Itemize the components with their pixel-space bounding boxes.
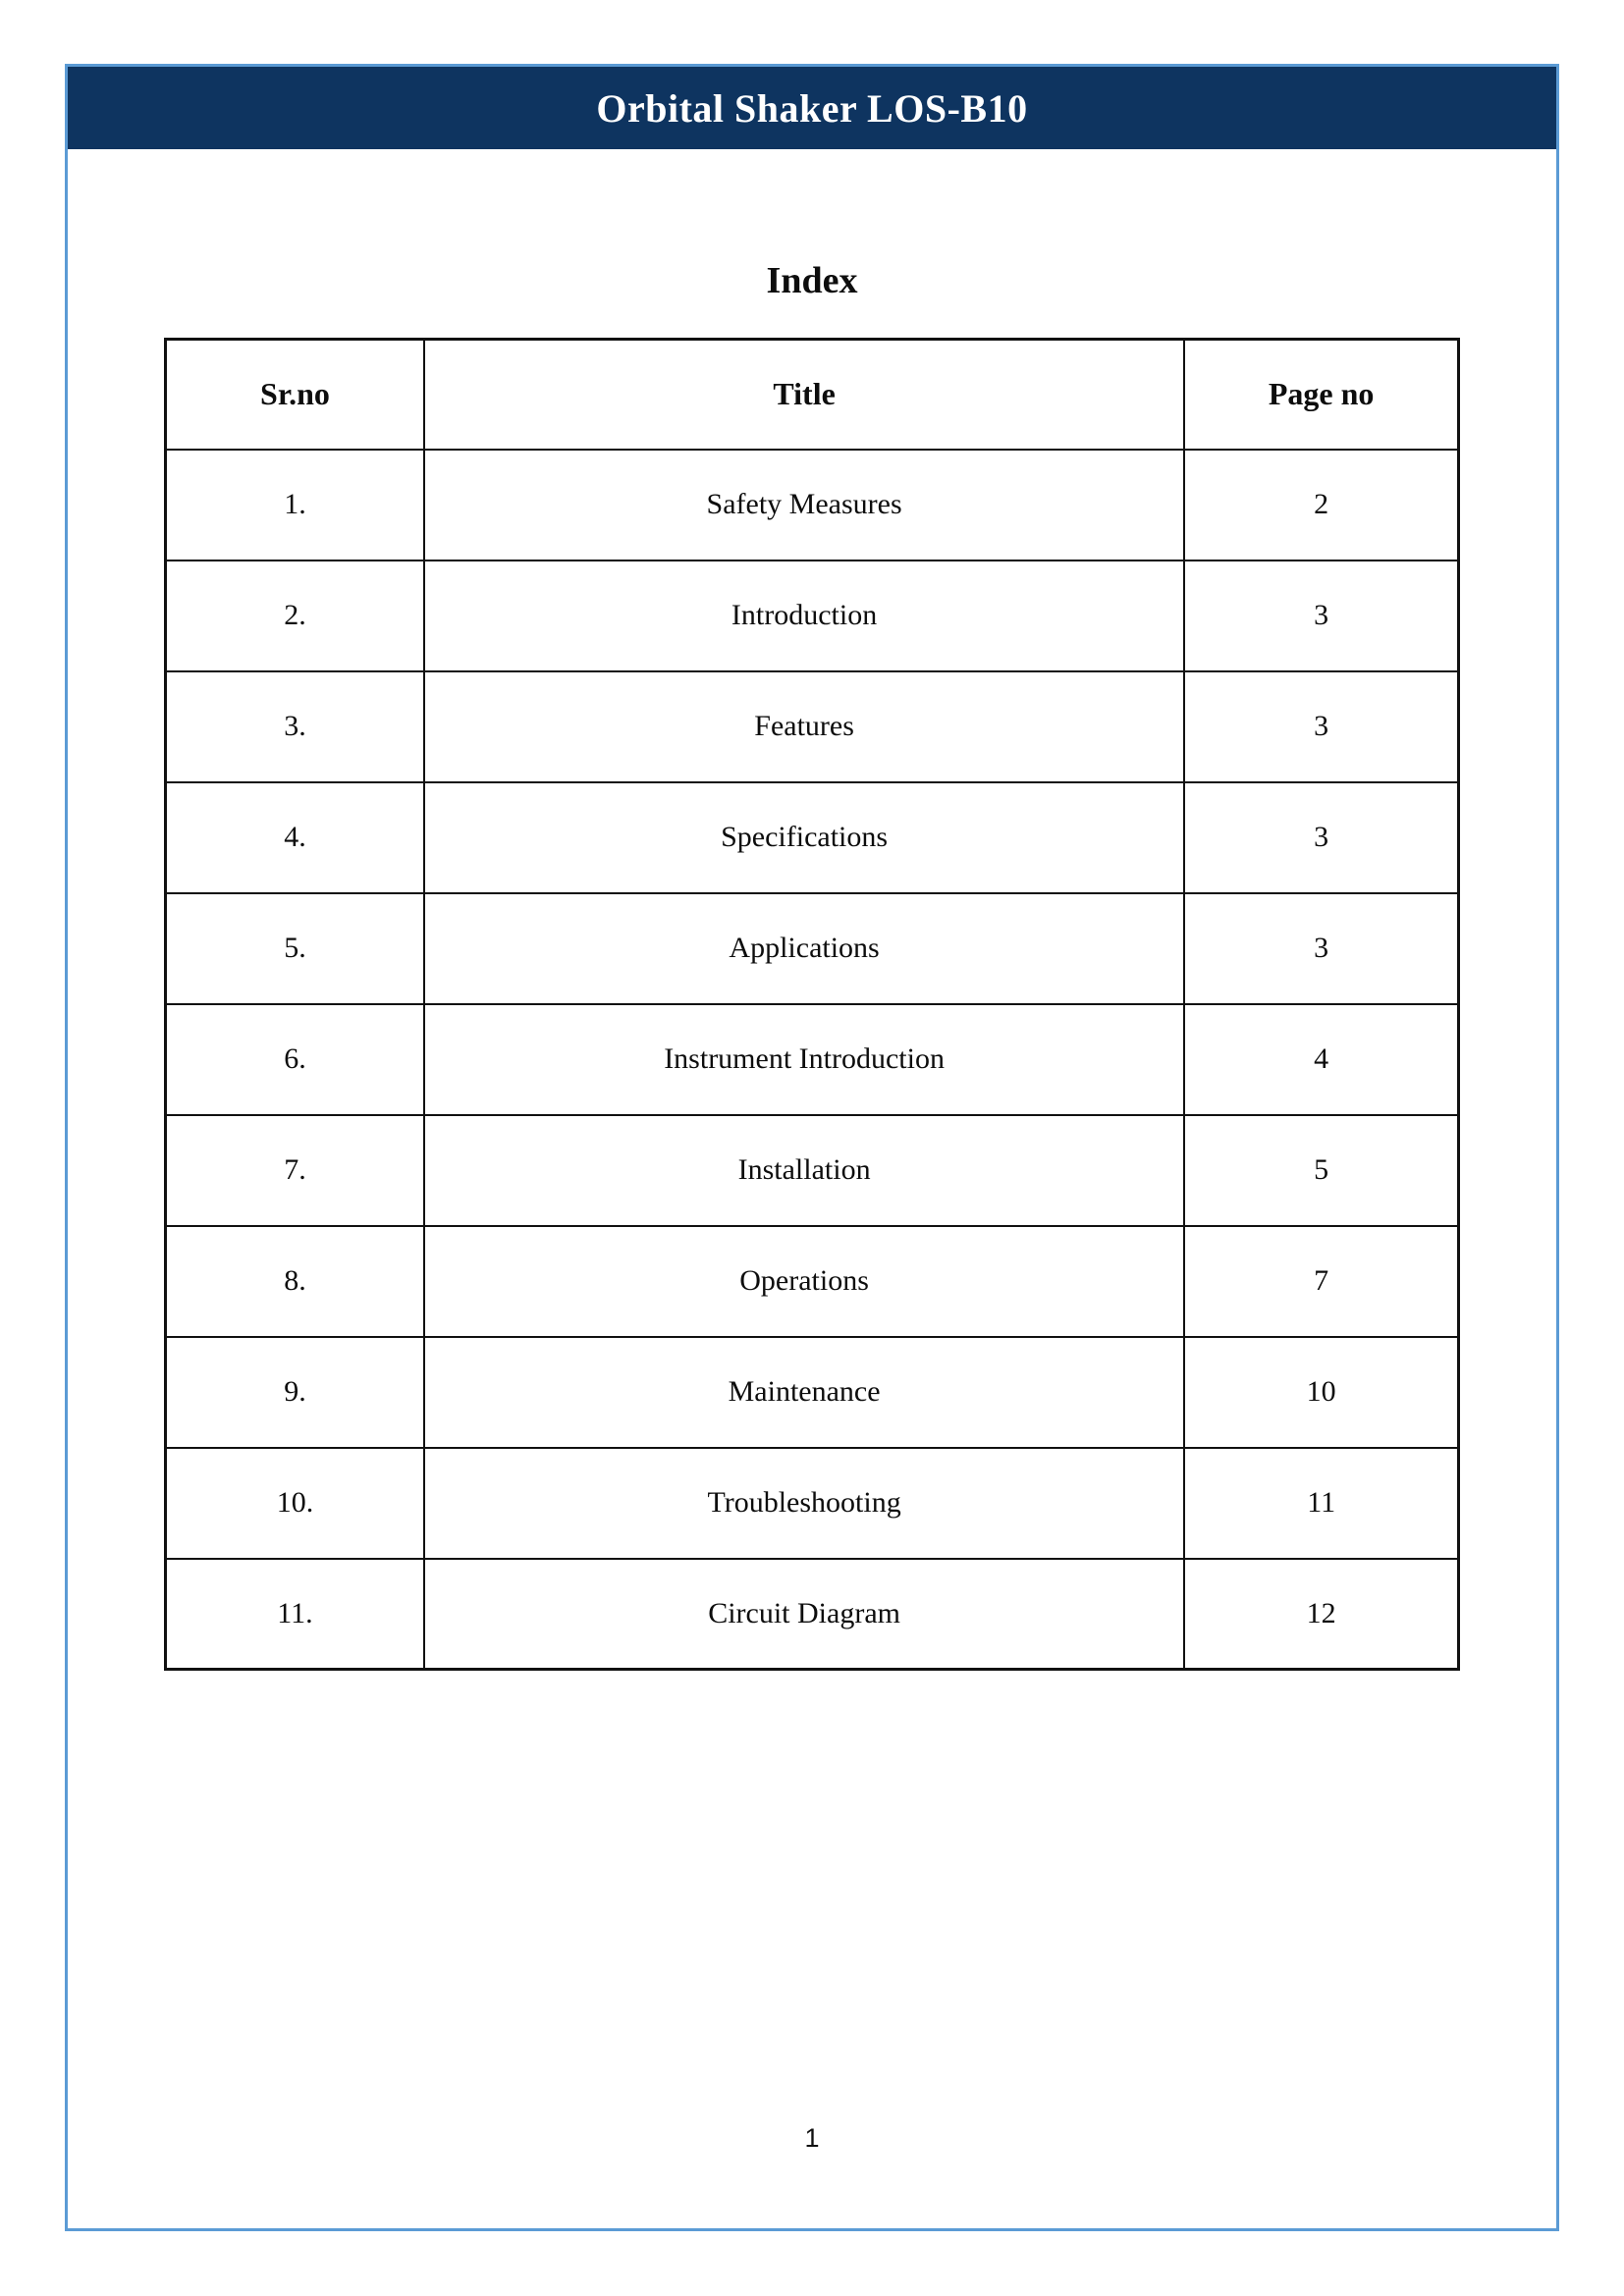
- cell-title: Applications: [424, 893, 1184, 1004]
- cell-srno: 3.: [166, 671, 424, 782]
- cell-title: Introduction: [424, 561, 1184, 671]
- cell-pageno: 11: [1184, 1448, 1458, 1559]
- cell-pageno: 3: [1184, 671, 1458, 782]
- index-heading: Index: [766, 260, 858, 301]
- cell-title: Instrument Introduction: [424, 1004, 1184, 1115]
- table-row: [166, 1115, 1459, 1226]
- cell-pageno: 4: [1184, 1004, 1458, 1115]
- column-header-srno: Sr.no: [166, 340, 424, 450]
- document-title: Orbital Shaker LOS-B10: [596, 85, 1028, 131]
- cell-title: Maintenance: [424, 1337, 1184, 1448]
- table-header-row: [166, 340, 1459, 450]
- table-row: [166, 1226, 1459, 1337]
- cell-pageno: 12: [1184, 1559, 1458, 1670]
- column-header-title: Title: [424, 340, 1184, 450]
- table-row: [166, 1337, 1459, 1448]
- cell-pageno: 3: [1184, 782, 1458, 893]
- cell-title: Features: [424, 671, 1184, 782]
- cell-title: Safety Measures: [424, 450, 1184, 561]
- cell-srno: 7.: [166, 1115, 424, 1226]
- cell-pageno: 7: [1184, 1226, 1458, 1337]
- header-bar: [68, 67, 1556, 149]
- footer-page-number: 1: [804, 2123, 820, 2153]
- cell-pageno: 5: [1184, 1115, 1458, 1226]
- table-row: [166, 1559, 1459, 1670]
- cell-title: Troubleshooting: [424, 1448, 1184, 1559]
- cell-pageno: 10: [1184, 1337, 1458, 1448]
- table-row: [166, 561, 1459, 671]
- cell-srno: 8.: [166, 1226, 424, 1337]
- cell-title: Operations: [424, 1226, 1184, 1337]
- table-row: [166, 450, 1459, 561]
- cell-title: Circuit Diagram: [424, 1559, 1184, 1670]
- table-row: [166, 1004, 1459, 1115]
- table-row: [166, 1448, 1459, 1559]
- table-row: [166, 782, 1459, 893]
- cell-srno: 2.: [166, 561, 424, 671]
- cell-srno: 9.: [166, 1337, 424, 1448]
- cell-srno: 4.: [166, 782, 424, 893]
- table-of-contents: [164, 338, 1460, 1671]
- cell-pageno: 3: [1184, 561, 1458, 671]
- cell-pageno: 2: [1184, 450, 1458, 561]
- cell-srno: 1.: [166, 450, 424, 561]
- cell-srno: 11.: [166, 1559, 424, 1670]
- table-row: [166, 893, 1459, 1004]
- table-row: [166, 671, 1459, 782]
- column-header-pageno: Page no: [1184, 340, 1458, 450]
- cell-title: Specifications: [424, 782, 1184, 893]
- cell-title: Installation: [424, 1115, 1184, 1226]
- cell-srno: 6.: [166, 1004, 424, 1115]
- cell-pageno: 3: [1184, 893, 1458, 1004]
- cell-srno: 5.: [166, 893, 424, 1004]
- cell-srno: 10.: [166, 1448, 424, 1559]
